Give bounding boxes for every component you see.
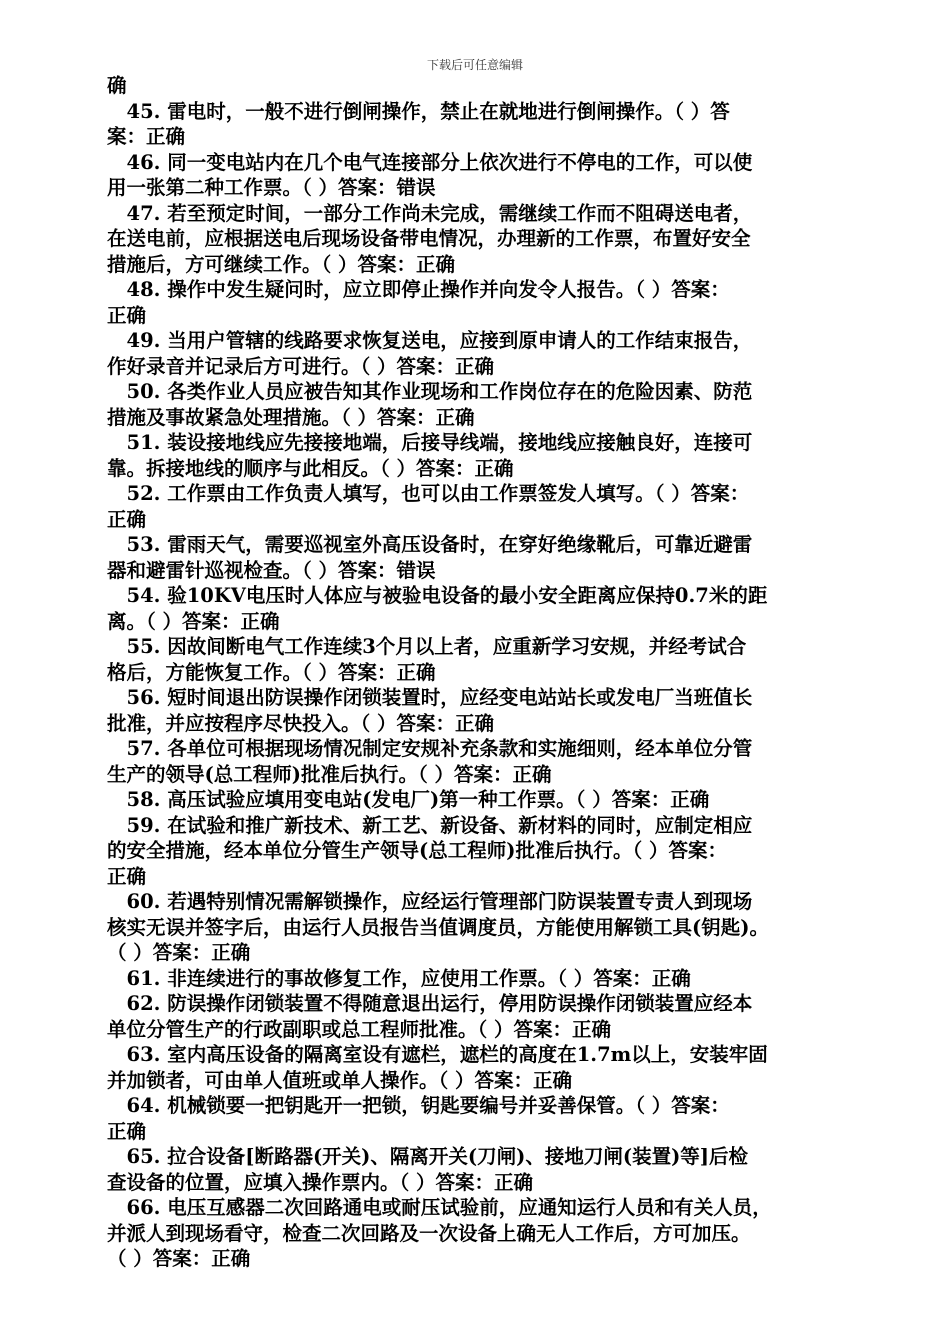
text-line: 确 bbox=[107, 74, 127, 97]
text-line: 56. 短时间退出防误操作闭锁装置时，应经变电站站长或发电厂当班值长 bbox=[107, 686, 753, 709]
text-line: 措施及事故紧急处理措施。（ ）答案：正确 bbox=[107, 405, 475, 429]
text-line: 62. 防误操作闭锁装置不得随意退出运行，停用防误操作闭锁装置应经本 bbox=[107, 992, 753, 1015]
text-line: 作好录音并记录后方可进行。（ ）答案：正确 bbox=[107, 354, 495, 378]
text-line: 59. 在试验和推广新技术、新工艺、新设备、新材料的同时，应制定相应 bbox=[107, 813, 753, 837]
text-line: 63. 室内高压设备的隔离室设有遮栏，遮栏的高度在1.7m以上，安装牢固 bbox=[107, 1043, 768, 1066]
text-line: 措施后，方可继续工作。（ ）答案：正确 bbox=[107, 252, 456, 276]
text-line: 格后，方能恢复工作。（ ）答案：正确 bbox=[107, 660, 436, 684]
text-line: 55. 因故间断电气工作连续3个月以上者，应重新学习安规，并经考试合 bbox=[107, 635, 747, 658]
text-line: 47. 若至预定时间，一部分工作尚未完成，需继续工作而不阻碍送电者， bbox=[107, 201, 753, 225]
text-line: （ ）答案：正确 bbox=[107, 1247, 251, 1270]
text-line: 53. 雷雨天气，需要巡视室外高压设备时，在穿好绝缘靴后，可靠近避雷 bbox=[107, 533, 753, 556]
text-line: 核实无误并签字后，由运行人员报告当值调度员，方能使用解锁工具(钥匙)。 bbox=[107, 915, 769, 939]
text-line: 的安全措施，经本单位分管生产领导(总工程师)批准后执行。（ ）答案： bbox=[107, 839, 727, 862]
document-body bbox=[107, 73, 859, 1272]
text-line: 61. 非连续进行的事故修复工作，应使用工作票。（ ）答案：正确 bbox=[107, 966, 691, 990]
text-line: 58. 高压试验应填用变电站(发电厂)第一种工作票。（ ）答案：正确 bbox=[107, 788, 710, 811]
text-line: 46. 同一变电站内在几个电气连接部分上依次进行不停电的工作，可以使 bbox=[107, 150, 753, 174]
text-line: 在送电前，应根据送电后现场设备带电情况，办理新的工作票，布置好安全 bbox=[107, 227, 751, 250]
text-line: 并加锁者，可由单人值班或单人操作。（ ）答案：正确 bbox=[107, 1068, 573, 1092]
text-line: 45. 雷电时，一般不进行倒闸操作，禁止在就地进行倒闸操作。（ ）答 bbox=[107, 99, 730, 123]
text-line: 54. 验10KV电压时人体应与被验电设备的最小安全距离应保持0.7米的距 bbox=[107, 584, 768, 607]
text-line: 50. 各类作业人员应被告知其作业现场和工作岗位存在的危险因素、防范 bbox=[107, 380, 753, 403]
text-line: 66. 电压互感器二次回路通电或耐压试验前，应通知运行人员和有关人员， bbox=[107, 1196, 772, 1219]
text-line: 正确 bbox=[107, 303, 147, 327]
text-line: 靠。拆接地线的顺序与此相反。（ ）答案：正确 bbox=[107, 456, 514, 480]
text-line: （ ）答案：正确 bbox=[107, 941, 251, 964]
text-line: 57. 各单位可根据现场情况制定安规补充条款和实施细则，经本单位分管 bbox=[107, 737, 753, 760]
text-line: 51. 装设接地线应先接接地端，后接导线端，接地线应接触良好，连接可 bbox=[107, 431, 753, 454]
text-line: 用一张第二种工作票。（ ）答案：错误 bbox=[107, 176, 436, 199]
text-line: 并派人到现场看守，检查二次回路及一次设备上确无人工作后，方可加压。 bbox=[107, 1221, 751, 1245]
text-line: 离。（ ）答案：正确 bbox=[107, 609, 280, 633]
text-line: 正确 bbox=[107, 1119, 147, 1143]
text-line: 案：正确 bbox=[107, 125, 186, 148]
text-line: 64. 机械锁要一把钥匙开一把锁，钥匙要编号并妥善保管。（ ）答案： bbox=[107, 1094, 730, 1117]
text-line: 器和避雷针巡视检查。（ ）答案：错误 bbox=[107, 558, 436, 582]
text-line: 查设备的位置，应填入操作票内。（ ）答案：正确 bbox=[107, 1170, 534, 1194]
text-line: 正确 bbox=[107, 507, 147, 531]
text-line: 批准，并应按程序尽快投入。（ ）答案：正确 bbox=[107, 711, 495, 735]
text-line: 单位分管生产的行政副职或总工程师批准。（ ）答案：正确 bbox=[107, 1017, 612, 1041]
text-line: 48. 操作中发生疑问时，应立即停止操作并向发令人报告。（ ）答案： bbox=[107, 278, 730, 301]
text-line: 正确 bbox=[107, 864, 147, 888]
page-header: 下载后可任意编辑 bbox=[426, 58, 523, 72]
text-line: 生产的领导(总工程师)批准后执行。（ ）答案：正确 bbox=[107, 762, 552, 786]
text-line: 49. 当用户管辖的线路要求恢复送电，应接到原申请人的工作结束报告， bbox=[107, 329, 753, 352]
text-line: 60. 若遇特别情况需解锁操作，应经运行管理部门防误装置专责人到现场 bbox=[107, 890, 753, 913]
text-line: 52. 工作票由工作负责人填写，也可以由工作票签发人填写。（ ）答案： bbox=[107, 482, 750, 505]
text-line: 65. 拉合设备[断路器(开关)、隔离开关(刀闸)、接地刀闸(装置)等]后检 bbox=[107, 1145, 749, 1168]
